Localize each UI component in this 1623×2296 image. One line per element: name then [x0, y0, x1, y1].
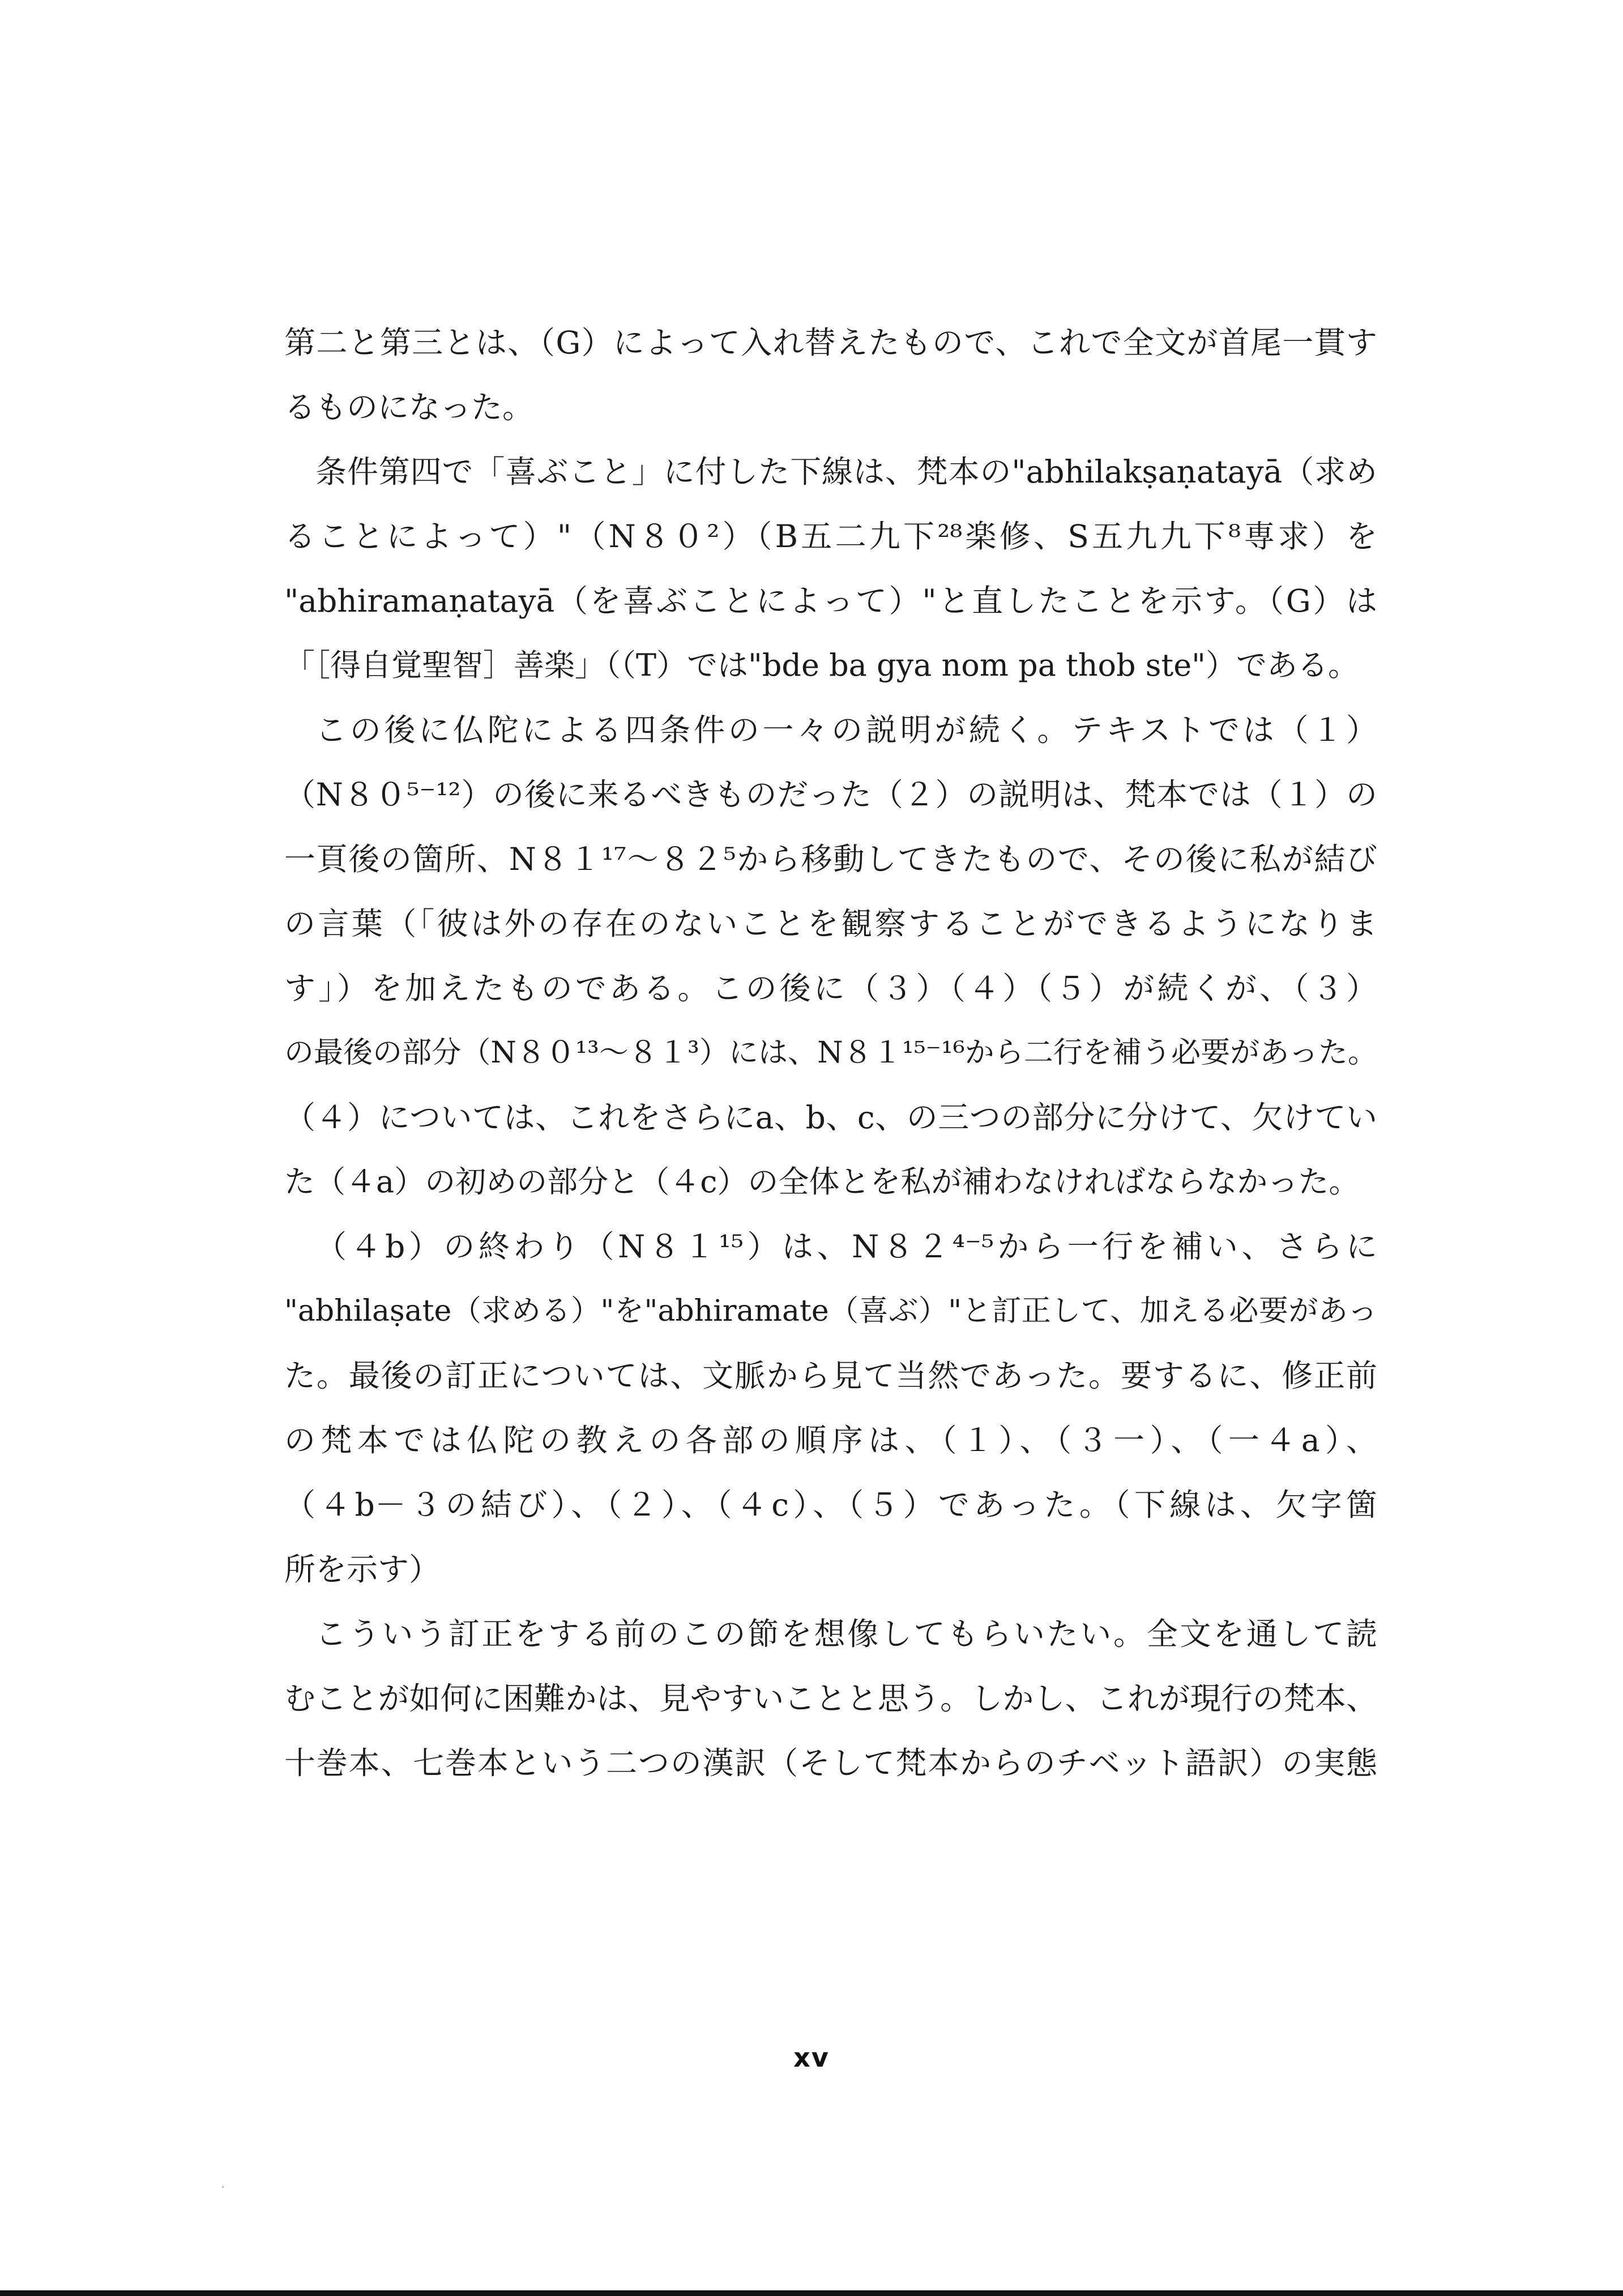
text-line: この後に仏陀による四条件の一々の説明が続く。テキストでは（１）: [315, 712, 1377, 748]
text-line: るものになった。: [284, 389, 534, 425]
text-line: "abhiramaṇatayā（を喜ぶことによって）"と直したことを示す。（G）は: [284, 583, 1377, 619]
text-line: "abhilaṣate（求める）"を"abhiramate（喜ぶ）"と訂正して、加える必要があっ: [284, 1294, 1377, 1328]
text-line: 一頁後の箇所、N８１¹⁷～８２⁵から移動してきたもので、その後に私が結び: [284, 841, 1377, 877]
text-line: ることによって）"（N８０²）（B五二九下²⁸楽修、S五九九下⁸専求）を: [284, 518, 1377, 554]
text-line: の最後の部分（N８０¹³～８１³）には、N８１¹⁵⁻¹⁶から二行を補う必要があった。: [284, 1036, 1377, 1070]
text-line: （４b－３の結び）、（２）、（４c）、（５）であった。（下線は、欠字箇: [284, 1487, 1377, 1523]
text-line: （N８０⁵⁻¹²）の後に来るべきものだった（２）の説明は、梵本では（１）の: [284, 776, 1377, 813]
scan-edge-rule: [0, 2290, 1623, 2296]
text-line: 十巻本、七巻本という二つの漢訳（そして梵本からのチベット語訳）の実態: [284, 1745, 1377, 1781]
text-line: 第二と第三とは、（G）によって入れ替えたもので、これで全文が首尾一貫す: [284, 325, 1377, 361]
body-text: [284, 310, 1377, 1795]
page-number: xv: [793, 2042, 830, 2073]
scan-speck: [222, 2186, 224, 2188]
text-line: た（４a）の初めの部分と（４c）の全体とを私が補わなければならなかった。: [284, 1164, 1360, 1200]
text-line: の梵本では仏陀の教えの各部の順序は、（１）、（３一）、（一４a）、: [284, 1422, 1377, 1458]
text-line: の言葉（「彼は外の存在のないことを観察することができるようになりま: [284, 906, 1377, 942]
text-line: た。最後の訂正については、文脈から見て当然であった。要するに、修正前: [284, 1358, 1377, 1394]
text-line: むことが如何に困難かは、見やすいことと思う。しかし、これが現行の梵本、: [284, 1680, 1377, 1717]
text-line: （４b）の終わり（N８１¹⁵）は、N８２⁴⁻⁵から一行を補い、さらに: [315, 1228, 1377, 1265]
text-line: 条件第四で「喜ぶこと」に付した下線は、梵本の"abhilakṣaṇatayā（求め: [315, 454, 1377, 490]
text-line: 「［得自覚聖智］善楽」（（T）では"bde ba gya nom pa thob ste"）である。: [284, 647, 1359, 683]
text-line: （４）については、これをさらにa、b、c、の三つの部分に分けて、欠けてい: [284, 1099, 1377, 1136]
text-line: こういう訂正をする前のこの節を想像してもらいたい。全文を通して読: [315, 1616, 1377, 1652]
text-line: す」）を加えたものである。この後に（３）（４）（５）が続くが、（３）: [284, 970, 1377, 1006]
text-line: 所を示す）: [284, 1551, 441, 1587]
